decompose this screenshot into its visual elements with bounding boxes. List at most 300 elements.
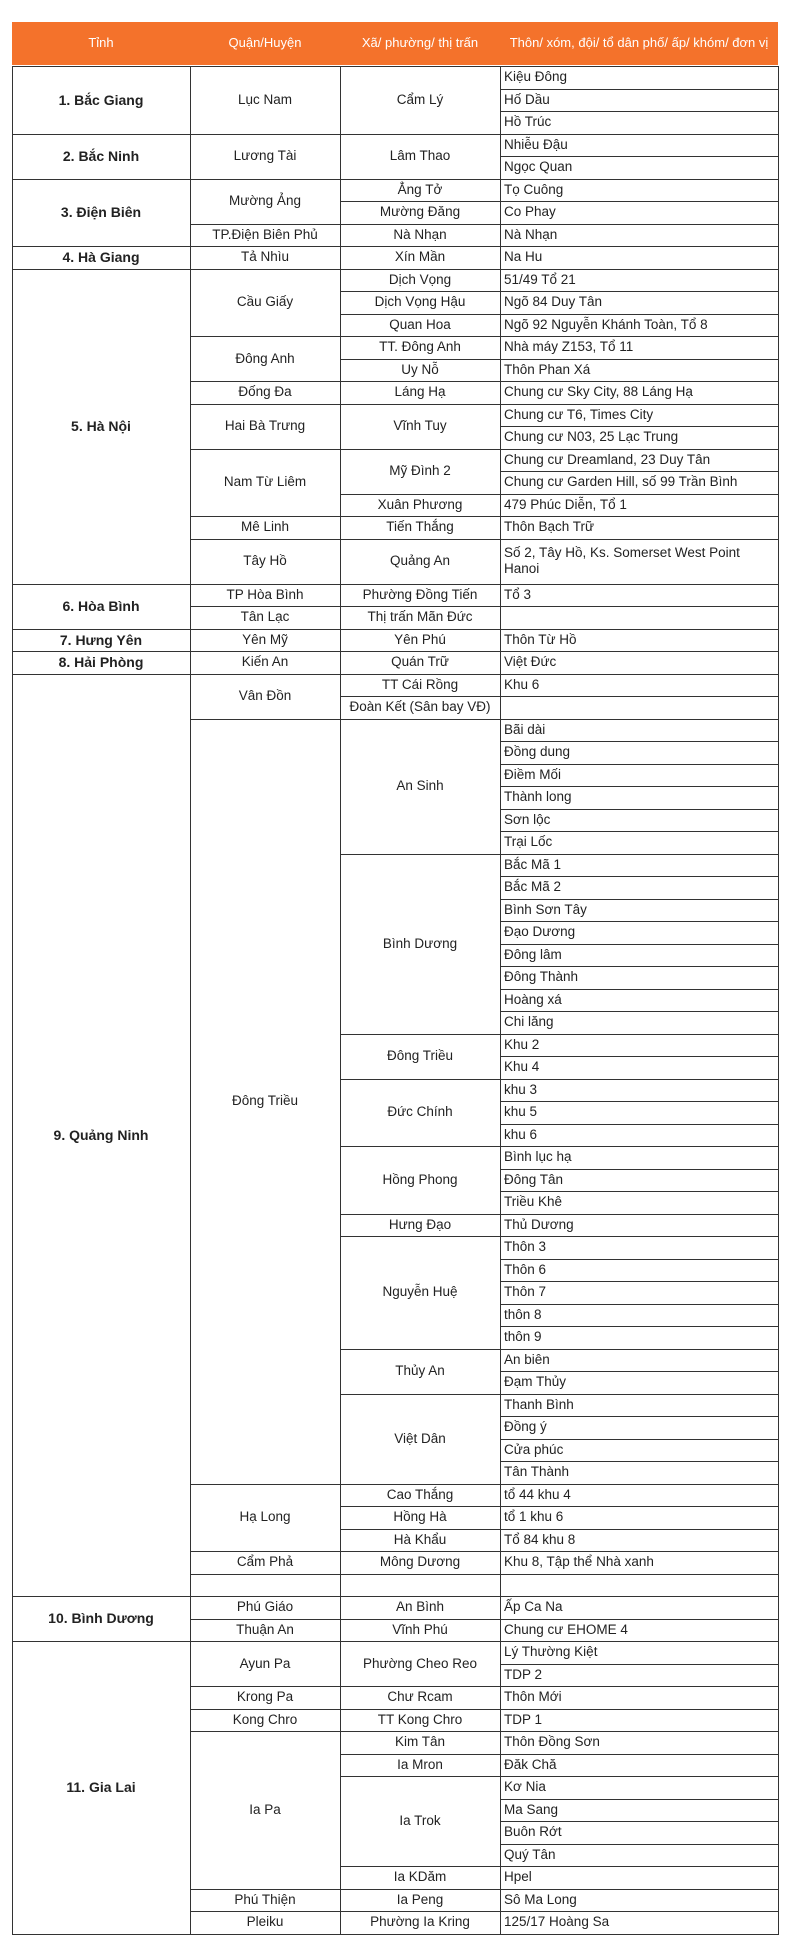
- unit-cell-text: Trại Lốc: [504, 834, 553, 850]
- row-divider: [340, 291, 500, 292]
- district-cell: [190, 179, 340, 224]
- row-divider: [500, 1596, 778, 1597]
- column-divider: [340, 66, 341, 1935]
- unit-cell: [500, 1574, 778, 1597]
- row-divider: [12, 269, 190, 270]
- row-divider: [340, 1034, 500, 1035]
- row-divider: [500, 1236, 778, 1237]
- province-cell: [12, 1641, 190, 1934]
- district-cell: [190, 584, 340, 607]
- row-divider: [500, 1844, 778, 1845]
- row-divider: [340, 66, 500, 67]
- header-cell-text: Thôn/ xóm, đội/ tổ dân phố/ ấp/ khóm/ đơn vị: [509, 35, 769, 51]
- row-divider: [500, 1484, 778, 1485]
- province-cell-text: 2. Bắc Ninh: [62, 147, 140, 164]
- commune-cell: [340, 1484, 500, 1507]
- unit-cell-text: Bình lục hạ: [504, 1149, 572, 1165]
- unit-cell-text: 479 Phúc Diễn, Tổ 1: [504, 496, 627, 512]
- row-divider: [12, 1596, 190, 1597]
- row-divider: [500, 471, 778, 472]
- row-divider: [190, 1551, 340, 1552]
- row-divider: [190, 246, 340, 247]
- commune-cell: [340, 584, 500, 607]
- commune-cell-text: Xín Mần: [394, 249, 446, 265]
- header-cell: [12, 22, 190, 65]
- row-divider: [190, 66, 340, 67]
- row-divider: [500, 1304, 778, 1305]
- unit-cell-text: Sơn lộc: [504, 811, 551, 827]
- commune-cell: [340, 134, 500, 179]
- unit-cell: [500, 966, 778, 989]
- unit-cell-text: Đồng ý: [504, 1419, 547, 1435]
- unit-cell: [500, 899, 778, 922]
- unit-cell-text: Hồ Trúc: [504, 114, 552, 130]
- commune-cell-text: Việt Dân: [394, 1430, 446, 1446]
- column-divider: [190, 66, 191, 1935]
- row-divider: [500, 246, 778, 247]
- unit-cell: [500, 1821, 778, 1844]
- unit-cell: [500, 314, 778, 337]
- unit-cell: [500, 1394, 778, 1417]
- commune-cell-text: Tiến Thắng: [386, 519, 454, 535]
- unit-cell-text: Bắc Mã 1: [504, 856, 562, 872]
- row-divider: [12, 66, 190, 67]
- province-cell-text: 1. Bắc Giang: [58, 91, 144, 108]
- unit-cell-text: Số 2, Tây Hồ, Ks. Somerset West Point Hanoi: [504, 545, 740, 576]
- district-cell: [190, 134, 340, 179]
- unit-cell-text: Khu 8, Tập thể Nhà xanh: [504, 1554, 654, 1570]
- commune-cell-text: Quán Trữ: [391, 654, 449, 670]
- district-cell-text: Yên Mỹ: [242, 631, 288, 647]
- unit-cell-text: Khu 2: [504, 1036, 540, 1052]
- district-cell: [190, 381, 340, 404]
- row-divider: [500, 89, 778, 90]
- header-cell-text: Quận/Huyện: [228, 35, 302, 51]
- row-divider: [340, 1619, 500, 1620]
- unit-cell: [500, 921, 778, 944]
- row-divider: [340, 134, 500, 135]
- commune-cell: [340, 606, 500, 629]
- unit-cell-text: thôn 9: [504, 1329, 542, 1345]
- unit-cell: [500, 1101, 778, 1124]
- row-divider: [500, 854, 778, 855]
- commune-cell: [340, 516, 500, 539]
- commune-cell: [340, 336, 500, 359]
- commune-cell-text: Cẩm Lý: [396, 91, 444, 107]
- commune-cell-text: Đông Triều: [386, 1048, 454, 1064]
- row-divider: [340, 1776, 500, 1777]
- commune-cell: [340, 449, 500, 494]
- header-cell: [340, 22, 500, 65]
- row-divider: [340, 719, 500, 720]
- commune-cell-text: TT. Đông Anh: [379, 339, 461, 355]
- row-divider: [500, 629, 778, 630]
- unit-cell: [500, 1911, 778, 1934]
- commune-cell-text: Ia Peng: [396, 1891, 444, 1907]
- row-divider: [340, 696, 500, 697]
- district-cell-text: Vân Đồn: [238, 688, 292, 704]
- unit-cell: [500, 449, 778, 472]
- row-divider: [340, 359, 500, 360]
- district-cell-text: Thuận An: [236, 1621, 294, 1637]
- commune-cell-text: Vĩnh Tuy: [393, 418, 447, 434]
- district-cell: [190, 1686, 340, 1709]
- row-divider: [500, 1574, 778, 1575]
- row-divider: [500, 66, 778, 67]
- province-cell-text: 10. Bình Dương: [48, 1610, 154, 1627]
- unit-cell-text: khu 5: [504, 1104, 538, 1120]
- commune-cell: [340, 269, 500, 292]
- unit-cell-text: Thôn 3: [504, 1239, 547, 1255]
- row-divider: [190, 1641, 340, 1642]
- unit-cell-text: Na Hu: [504, 249, 543, 265]
- unit-cell-text: TDP 2: [504, 1666, 543, 1682]
- row-divider: [340, 1574, 500, 1575]
- row-divider: [190, 1709, 340, 1710]
- row-divider: [190, 134, 340, 135]
- district-cell-text: Đông Triều: [231, 1093, 299, 1109]
- row-divider: [500, 1439, 778, 1440]
- row-divider: [190, 1889, 340, 1890]
- unit-cell-text: Hpel: [504, 1869, 532, 1885]
- commune-cell: [340, 1034, 500, 1079]
- unit-cell: [500, 1799, 778, 1822]
- row-divider: [340, 651, 500, 652]
- commune-cell-text: Quan Hoa: [389, 316, 451, 332]
- row-divider: [190, 1911, 340, 1912]
- commune-cell: [340, 1506, 500, 1529]
- unit-cell-text: Sô Ma Long: [504, 1891, 577, 1907]
- district-cell: [190, 1596, 340, 1619]
- commune-cell: [340, 674, 500, 697]
- row-divider: [190, 269, 340, 270]
- row-divider: [500, 516, 778, 517]
- row-divider: [340, 1596, 500, 1597]
- row-divider: [500, 584, 778, 585]
- unit-cell-text: TDP 1: [504, 1711, 543, 1727]
- row-divider: [190, 1686, 340, 1687]
- commune-cell-text: Quảng An: [389, 553, 451, 569]
- unit-cell: [500, 381, 778, 404]
- commune-cell: [340, 381, 500, 404]
- row-divider: [500, 1214, 778, 1215]
- commune-cell: [340, 651, 500, 674]
- district-cell-text: Đống Đa: [238, 384, 292, 400]
- commune-cell: [340, 1911, 500, 1934]
- unit-cell: [500, 134, 778, 157]
- commune-cell: [340, 1529, 500, 1552]
- row-divider: [190, 1731, 340, 1732]
- row-divider: [500, 1506, 778, 1507]
- row-divider: [500, 719, 778, 720]
- unit-cell-text: Khu 4: [504, 1059, 540, 1075]
- column-divider: [12, 66, 13, 1935]
- province-cell: [12, 629, 190, 652]
- row-divider: [500, 674, 778, 675]
- unit-cell: [500, 1124, 778, 1147]
- district-cell: [190, 1889, 340, 1912]
- unit-cell: [500, 1079, 778, 1102]
- row-divider: [500, 1709, 778, 1710]
- district-cell: [190, 1911, 340, 1934]
- unit-cell-text: Ma Sang: [504, 1801, 559, 1817]
- commune-cell-text: Xuân Phương: [377, 496, 463, 512]
- province-cell-text: 5. Hà Nội: [71, 417, 131, 434]
- unit-cell-text: Cửa phúc: [504, 1441, 564, 1457]
- unit-cell-text: Đông lâm: [504, 946, 562, 962]
- unit-cell: [500, 336, 778, 359]
- unit-cell: [500, 1484, 778, 1507]
- row-divider: [190, 179, 340, 180]
- row-divider: [340, 179, 500, 180]
- row-divider: [500, 156, 778, 157]
- unit-cell: [500, 1889, 778, 1912]
- row-divider: [190, 584, 340, 585]
- unit-cell: [500, 1416, 778, 1439]
- row-divider: [340, 1866, 500, 1867]
- row-divider: [340, 1394, 500, 1395]
- commune-cell: [340, 1079, 500, 1147]
- district-cell: [190, 651, 340, 674]
- unit-cell-text: Thôn Bạch Trữ: [504, 519, 595, 535]
- row-divider: [190, 651, 340, 652]
- province-cell-text: 6. Hòa Bình: [62, 597, 140, 614]
- district-cell-text: Đông Anh: [235, 350, 295, 366]
- header-cell-text: Tỉnh: [88, 35, 114, 51]
- row-divider: [12, 246, 190, 247]
- row-divider: [500, 809, 778, 810]
- row-divider: [500, 1821, 778, 1822]
- commune-cell: [340, 1619, 500, 1642]
- commune-cell-text: TT Cái Rồng: [381, 676, 459, 692]
- unit-cell: [500, 1034, 778, 1057]
- row-divider: [500, 381, 778, 382]
- district-cell: [190, 539, 340, 584]
- row-divider: [500, 1776, 778, 1777]
- unit-cell: [500, 741, 778, 764]
- commune-cell-text: Uy Nỗ: [401, 361, 439, 377]
- row-divider: [500, 1394, 778, 1395]
- commune-cell: [340, 179, 500, 202]
- row-divider: [500, 359, 778, 360]
- unit-cell: [500, 1686, 778, 1709]
- commune-cell-text: Ia KDăm: [393, 1869, 447, 1885]
- unit-cell: [500, 1259, 778, 1282]
- row-divider: [500, 269, 778, 270]
- unit-cell-text: tổ 1 khu 6: [504, 1509, 564, 1525]
- unit-cell-text: tổ 44 khu 4: [504, 1486, 571, 1502]
- commune-cell-text: Kim Tân: [394, 1734, 446, 1750]
- commune-cell-text: Ia Trok: [399, 1813, 441, 1829]
- row-divider: [500, 944, 778, 945]
- unit-cell: [500, 66, 778, 89]
- row-divider: [500, 134, 778, 135]
- unit-cell-text: Triều Khê: [504, 1194, 563, 1210]
- unit-cell: [500, 651, 778, 674]
- row-divider: [500, 606, 778, 607]
- row-divider: [340, 336, 500, 337]
- district-cell: [190, 269, 340, 337]
- unit-cell-text: Ngọc Quan: [504, 159, 573, 175]
- unit-cell: [500, 494, 778, 517]
- province-cell: [12, 674, 190, 1597]
- row-divider: [340, 1529, 500, 1530]
- unit-cell: [500, 1461, 778, 1484]
- unit-cell: [500, 1236, 778, 1259]
- commune-cell-text: Ia Mron: [397, 1756, 443, 1772]
- row-divider: [12, 584, 190, 585]
- district-cell: [190, 629, 340, 652]
- unit-cell: [500, 696, 778, 719]
- unit-cell: [500, 606, 778, 629]
- row-divider: [500, 989, 778, 990]
- row-divider: [500, 1664, 778, 1665]
- province-cell: [12, 584, 190, 629]
- unit-cell: [500, 1664, 778, 1687]
- district-cell-text: Mường Ảng: [229, 193, 301, 209]
- commune-cell: [340, 1551, 500, 1574]
- unit-cell: [500, 471, 778, 494]
- district-cell: [190, 516, 340, 539]
- commune-cell-text: Thủy An: [395, 1363, 445, 1379]
- unit-cell-text: Lý Thường Kiệt: [504, 1644, 598, 1660]
- row-divider: [340, 1484, 500, 1485]
- district-cell: [190, 1484, 340, 1552]
- unit-cell: [500, 876, 778, 899]
- row-divider: [500, 111, 778, 112]
- unit-cell: [500, 1281, 778, 1304]
- row-divider: [500, 1326, 778, 1327]
- row-divider: [190, 381, 340, 382]
- unit-cell: [500, 1146, 778, 1169]
- district-cell: [190, 336, 340, 381]
- unit-cell: [500, 1709, 778, 1732]
- district-cell: [190, 224, 340, 247]
- unit-cell: [500, 854, 778, 877]
- unit-cell-text: Thành long: [504, 789, 572, 805]
- row-divider: [500, 1551, 778, 1552]
- row-divider: [340, 539, 500, 540]
- row-divider: [340, 674, 500, 675]
- commune-cell: [340, 359, 500, 382]
- unit-cell-text: Thôn Từ Hồ: [504, 631, 577, 647]
- district-cell-text: Krong Pa: [236, 1689, 294, 1705]
- commune-cell-text: Hưng Đạo: [388, 1216, 452, 1232]
- unit-cell-text: Điềm Mối: [504, 766, 562, 782]
- commune-cell-text: Vĩnh Phú: [392, 1621, 448, 1637]
- row-divider: [500, 1281, 778, 1282]
- commune-cell-text: Lâm Thao: [389, 148, 451, 164]
- commune-cell: [340, 404, 500, 449]
- unit-cell: [500, 584, 778, 607]
- unit-cell: [500, 1619, 778, 1642]
- province-cell-text: 3. Điện Biên: [60, 204, 142, 221]
- row-divider: [340, 584, 500, 585]
- row-divider: [500, 1056, 778, 1057]
- commune-cell-text: Dịch Vọng: [388, 271, 452, 287]
- header-cell: [500, 22, 778, 65]
- commune-cell-text: Chư Rcam: [387, 1689, 453, 1705]
- commune-cell: [340, 1146, 500, 1214]
- province-cell-text: 9. Quảng Ninh: [53, 1126, 149, 1143]
- unit-cell: [500, 224, 778, 247]
- unit-cell-text: Bắc Mã 2: [504, 879, 562, 895]
- unit-cell: [500, 291, 778, 314]
- commune-cell-text: Hồng Hà: [393, 1509, 447, 1525]
- commune-cell-text: Phường Đồng Tiến: [362, 586, 478, 602]
- district-cell: [190, 404, 340, 449]
- unit-cell: [500, 111, 778, 134]
- row-divider: [340, 494, 500, 495]
- row-divider: [340, 269, 500, 270]
- unit-cell: [500, 944, 778, 967]
- row-divider: [500, 494, 778, 495]
- commune-cell-text: Mường Đăng: [379, 204, 461, 220]
- row-divider: [12, 629, 190, 630]
- commune-cell-text: Ẳng Tở: [397, 181, 443, 197]
- unit-cell-text: Tọ Cuông: [504, 181, 564, 197]
- row-divider: [500, 449, 778, 450]
- unit-cell: [500, 1214, 778, 1237]
- unit-cell-text: An biên: [504, 1351, 550, 1367]
- row-divider: [500, 1416, 778, 1417]
- commune-cell-text: Bình Dương: [382, 935, 458, 951]
- column-divider: [500, 66, 501, 1935]
- row-divider: [500, 1101, 778, 1102]
- row-divider: [500, 179, 778, 180]
- row-divider: [340, 629, 500, 630]
- row-divider: [190, 674, 340, 675]
- unit-cell: [500, 246, 778, 269]
- province-cell: [12, 1596, 190, 1641]
- commune-cell: [340, 201, 500, 224]
- row-divider: [500, 291, 778, 292]
- row-divider: [12, 674, 190, 675]
- row-divider: [190, 629, 340, 630]
- unit-cell: [500, 764, 778, 787]
- row-divider: [12, 179, 190, 180]
- unit-cell-text: Tổ 3: [504, 586, 532, 602]
- commune-cell: [340, 1641, 500, 1686]
- unit-cell-text: Chung cư Garden Hill, số 99 Trần Bình: [504, 474, 738, 490]
- row-divider: [500, 876, 778, 877]
- district-cell: [190, 1619, 340, 1642]
- row-divider: [190, 539, 340, 540]
- unit-cell-text: Nhà máy Z153, Tổ 11: [504, 339, 634, 355]
- province-cell: [12, 269, 190, 584]
- row-divider: [340, 1079, 500, 1080]
- unit-cell-text: Ngõ 92 Nguyễn Khánh Toàn, Tổ 8: [504, 316, 708, 332]
- unit-cell: [500, 1371, 778, 1394]
- commune-cell: [340, 494, 500, 517]
- row-divider: [500, 1529, 778, 1530]
- unit-cell: [500, 404, 778, 427]
- unit-cell-text: Chung cư Sky City, 88 Láng Hạ: [504, 384, 693, 400]
- row-divider: [340, 201, 500, 202]
- commune-cell-text: Đoàn Kết (Sân bay VĐ): [349, 699, 491, 715]
- header-cell: [190, 22, 340, 65]
- commune-cell: [340, 696, 500, 719]
- row-divider: [340, 606, 500, 607]
- unit-cell: [500, 1731, 778, 1754]
- header-cell-text: Xã/ phường/ thị trấn: [361, 35, 479, 51]
- row-divider: [500, 786, 778, 787]
- unit-cell-text: Đăk Chă: [504, 1756, 557, 1772]
- district-cell-text: Ia Pa: [249, 1801, 281, 1817]
- district-cell-text: TP Hòa Bình: [226, 586, 304, 602]
- province-cell: [12, 66, 190, 134]
- row-divider: [12, 134, 190, 135]
